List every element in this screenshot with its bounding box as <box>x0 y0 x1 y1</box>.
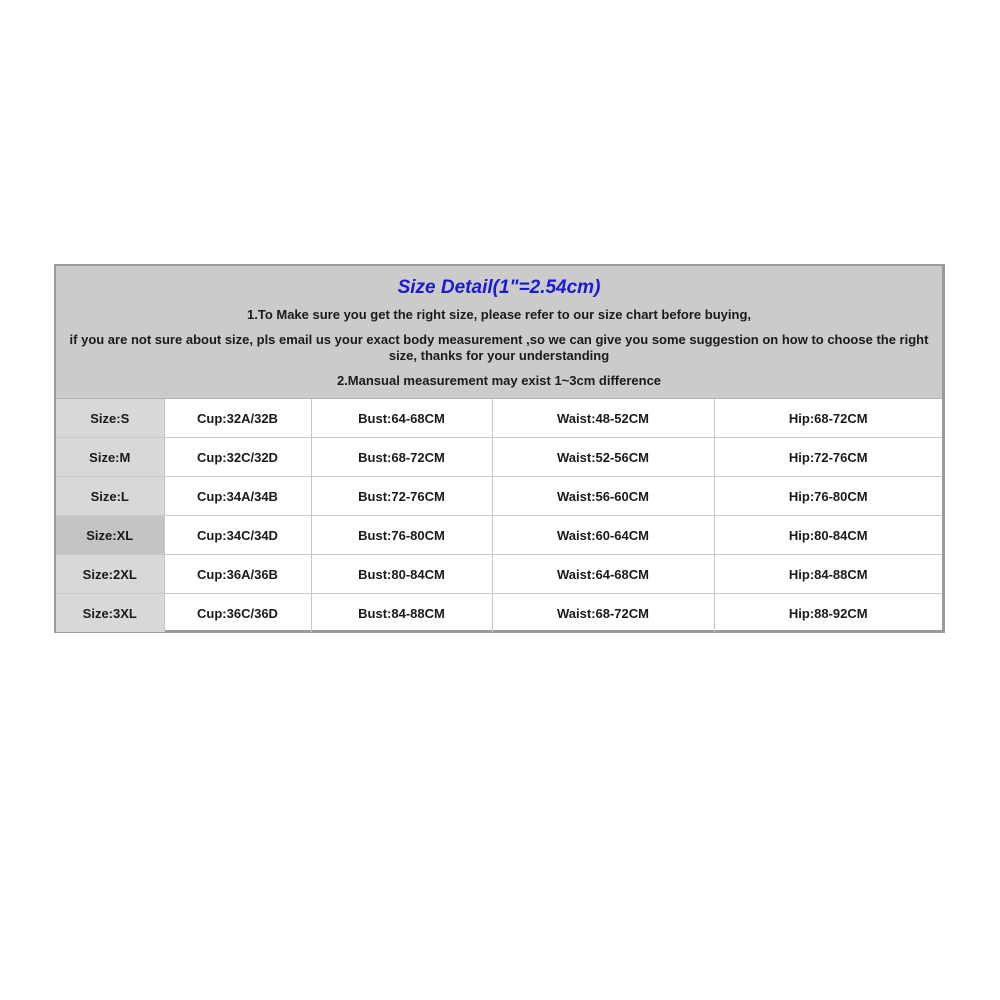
cup-value: Cup:34A/34B <box>164 477 311 516</box>
bust-value: Bust:68-72CM <box>311 438 492 477</box>
size-label: Size:S <box>56 399 164 438</box>
note-right-size: 1.To Make sure you get the right size, please refer to our size chart before buying, <box>247 307 751 322</box>
size-chart-header <box>56 266 942 399</box>
table-row <box>56 594 942 633</box>
size-chart <box>54 264 945 633</box>
table-row <box>56 399 942 438</box>
table-row <box>56 555 942 594</box>
size-label: Size:M <box>56 438 164 477</box>
size-label: Size:2XL <box>56 555 164 594</box>
hip-value: Hip:88-92CM <box>788 605 868 621</box>
size-chart-title: Size Detail(1"=2.54cm) <box>397 277 601 298</box>
waist-value: Waist:48-52CM <box>492 399 714 438</box>
note-measurement-difference: 2.Mansual measurement may exist 1~3cm difference <box>336 373 662 388</box>
cup-value: Cup:32A/32B <box>164 399 311 438</box>
hip-value: Hip:68-72CM <box>714 399 942 438</box>
waist-value: Waist:60-64CM <box>492 516 714 555</box>
hip-value: Hip:72-76CM <box>714 438 942 477</box>
note-email-measurement: if you are not sure about size, pls email us your exact body measurement ,so we can give you some suggestion on how to choose the right size, thanks for your understanding <box>69 332 929 363</box>
bust-value: Bust:64-68CM <box>311 399 492 438</box>
cup-value: Cup:36C/36D <box>164 594 311 633</box>
bust-value: Bust:76-80CM <box>311 516 492 555</box>
bust-value: Bust:72-76CM <box>311 477 492 516</box>
hip-value: Hip:80-84CM <box>714 516 942 555</box>
cup-value: Cup:36A/36B <box>164 555 311 594</box>
size-table <box>56 399 942 632</box>
bust-value: Bust:84-88CM <box>311 594 492 633</box>
hip-value: Hip:76-80CM <box>714 477 942 516</box>
bust-value: Bust:80-84CM <box>311 555 492 594</box>
table-row <box>56 438 942 477</box>
size-label: Size:3XL <box>56 594 164 633</box>
cup-value: Cup:32C/32D <box>164 438 311 477</box>
table-row <box>56 477 942 516</box>
hip-value: Hip:84-88CM <box>714 555 942 594</box>
waist-value: Waist:64-68CM <box>492 555 714 594</box>
waist-value: Waist:68-72CM <box>492 594 714 633</box>
size-label: Size:XL <box>56 516 164 555</box>
size-label: Size:L <box>56 477 164 516</box>
waist-value: Waist:52-56CM <box>492 438 714 477</box>
waist-value: Waist:56-60CM <box>492 477 714 516</box>
table-row <box>56 516 942 555</box>
cup-value: Cup:34C/34D <box>164 516 311 555</box>
